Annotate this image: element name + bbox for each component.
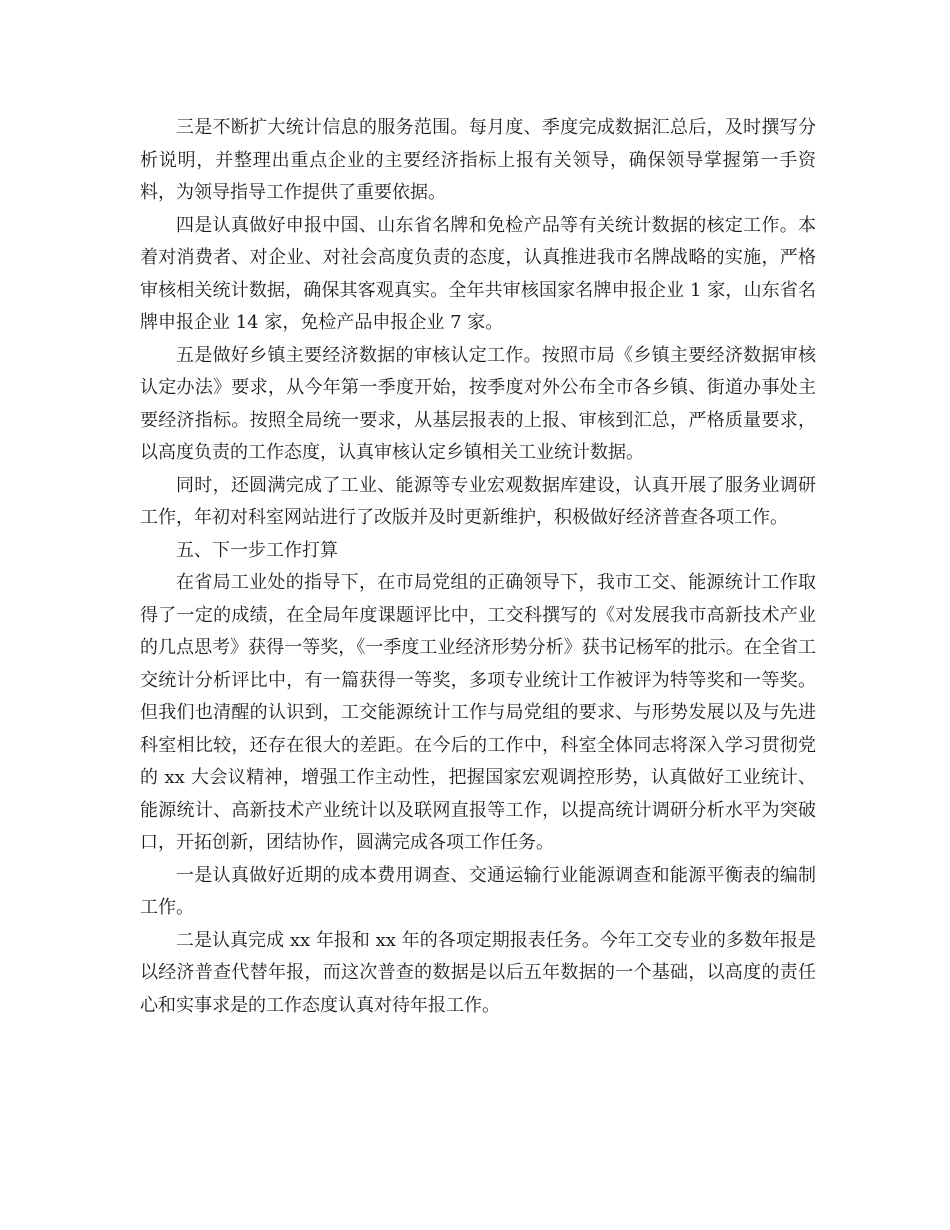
paragraph-achievements-and-plans: 在省局工业处的指导下，在市局党组的正确领导下，我市工交、能源统计工作取得了一定的成绩，在全局年度课题评比中，工交科撰写的《对发展我市高新技术产业的几点思考》获得一等奖，《一季度工业经济形势分析》获书记杨军的批示。在全省工交统计分析评比中，有一篇获得一等奖，多项专业统计工作被评为特等奖和一等奖。但我们也清醒的认识到，工交能源统计工作与局党组的要求、与形势发展以及与先进科室相比较，还存在很大的差距。在今后的工作中，科室全体同志将深入学习贯彻党的 xx 大会议精神，增强工作主动性，把握国家宏观调控形势，认真做好工业统计、能源统计、高新技术产业统计以及联网直报等工作，以提高统计调研分析水平为突破口，开拓创新，团结协作，圆满完成各项工作任务。 — [140, 572, 816, 853]
paragraph-database-construction: 同时，还圆满完成了工业、能源等专业宏观数据库建设，认真开展了服务业调研工作，年初对科室网站进行了改版并及时更新维护，积极做好经济普查各项工作。 — [140, 474, 816, 528]
paragraph-plan-item-one: 一是认真做好近期的成本费用调查、交通运输行业能源调查和能源平衡表的编制工作。 — [140, 864, 816, 918]
section-heading-next-steps: 五、下一步工作打算 — [176, 539, 338, 561]
paragraph-statistics-service: 三是不断扩大统计信息的服务范围。每月度、季度完成数据汇总后，及时撰写分析说明，并整理出重点企业的主要经济指标上报有关领导，确保领导掌握第一手资料，为领导指导工作提供了重要依据。 — [140, 117, 816, 203]
paragraph-plan-item-two: 二是认真完成 xx 年报和 xx 年的各项定期报表任务。今年工交专业的多数年报是以经济普查代替年报，而这次普查的数据是以后五年数据的一个基础，以高度的责任心和实事求是的工作态度认真对待年报工作。 — [140, 929, 816, 1016]
paragraph-brand-verification: 四是认真做好申报中国、山东省名牌和免检产品等有关统计数据的核定工作。本着对消费者、对企业、对社会高度负责的态度，认真推进我市名牌战略的实施，严格审核相关统计数据，确保其客观真实。全年共审核国家名牌申报企业 1 家，山东省名牌申报企业 14 家，免检产品申报企业 7 家。 — [140, 214, 816, 333]
paragraph-township-audit: 五是做好乡镇主要经济数据的审核认定工作。按照市局《乡镇主要经济数据审核认定办法》要求，从今年第一季度开始，按季度对外公布全市各乡镇、街道办事处主要经济指标。按照全局统一要求，从基层报表的上报、审核到汇总，严格质量要求，以高度负责的工作态度，认真审核认定乡镇相关工业统计数据。 — [140, 344, 816, 463]
document-body — [140, 112, 816, 1022]
